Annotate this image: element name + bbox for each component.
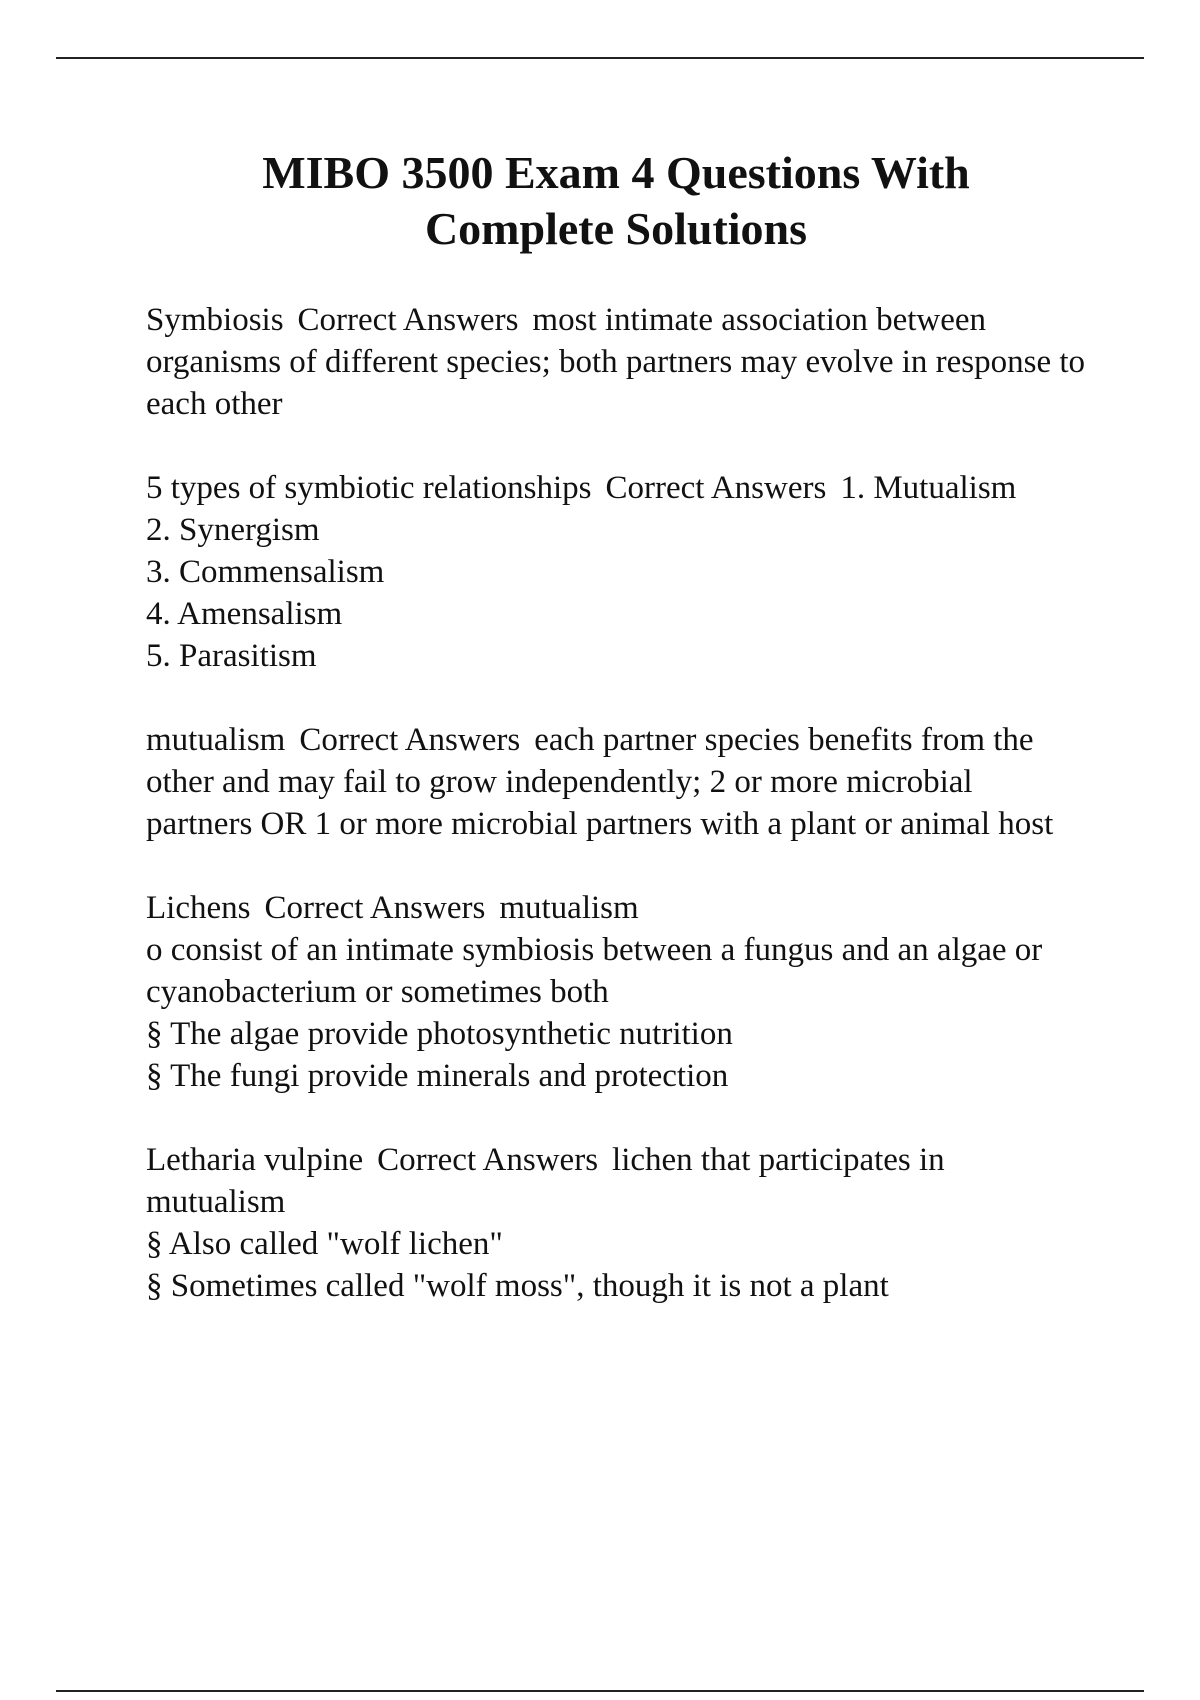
entry-line: § The algae provide photosynthetic nutrition [146, 1016, 733, 1052]
entry-line: 3. Commensalism [146, 554, 385, 590]
qa-list [146, 299, 1086, 1349]
qa-entry [146, 719, 1086, 845]
entry-separator: Correct Answers [299, 722, 521, 758]
bottom-rule [56, 1690, 1144, 1692]
title-line-2: Complete Solutions [424, 203, 808, 254]
entry-separator: Correct Answers [377, 1142, 599, 1178]
document-title [146, 145, 1086, 257]
top-rule [56, 57, 1144, 59]
entry-answer: mutualism [499, 890, 639, 926]
entry-line: 5. Parasitism [146, 638, 317, 674]
entry-line: 2. Synergism [146, 512, 320, 548]
entry-term: Symbiosis [146, 302, 284, 338]
entry-line: § Sometimes called "wolf moss", though it is not a plant [146, 1268, 889, 1304]
qa-entry [146, 887, 1086, 1097]
entry-answer: 1. Mutualism [840, 470, 1017, 506]
qa-entry [146, 1139, 1086, 1307]
entry-term: Lichens [146, 890, 251, 926]
entry-separator: Correct Answers [264, 890, 486, 926]
entry-term: mutualism [146, 722, 286, 758]
qa-entry [146, 467, 1086, 677]
entry-separator: Correct Answers [605, 470, 827, 506]
entry-answer: most intimate association between organisms of different species; both partners may evolve in response to each other [146, 302, 1086, 422]
entry-term: Letharia vulpine [146, 1142, 364, 1178]
entry-answer: each partner species benefits from the other and may fail to grow independently; 2 or more microbial partners OR 1 or more microbial partners with a plant or animal host [146, 722, 1054, 842]
entry-line: § Also called "wolf lichen" [146, 1226, 503, 1262]
entry-answer: lichen that participates in mutualism [146, 1142, 945, 1220]
qa-entry [146, 299, 1086, 425]
entry-term: 5 types of symbiotic relationships [146, 470, 592, 506]
entry-separator: Correct Answers [297, 302, 519, 338]
entry-line: § The fungi provide minerals and protection [146, 1058, 729, 1094]
title-line-1: MIBO 3500 Exam 4 Questions With [262, 147, 970, 198]
entry-line: o consist of an intimate symbiosis between a fungus and an algae or cyanobacterium or sometimes both [146, 932, 1043, 1010]
entry-line: 4. Amensalism [146, 596, 343, 632]
